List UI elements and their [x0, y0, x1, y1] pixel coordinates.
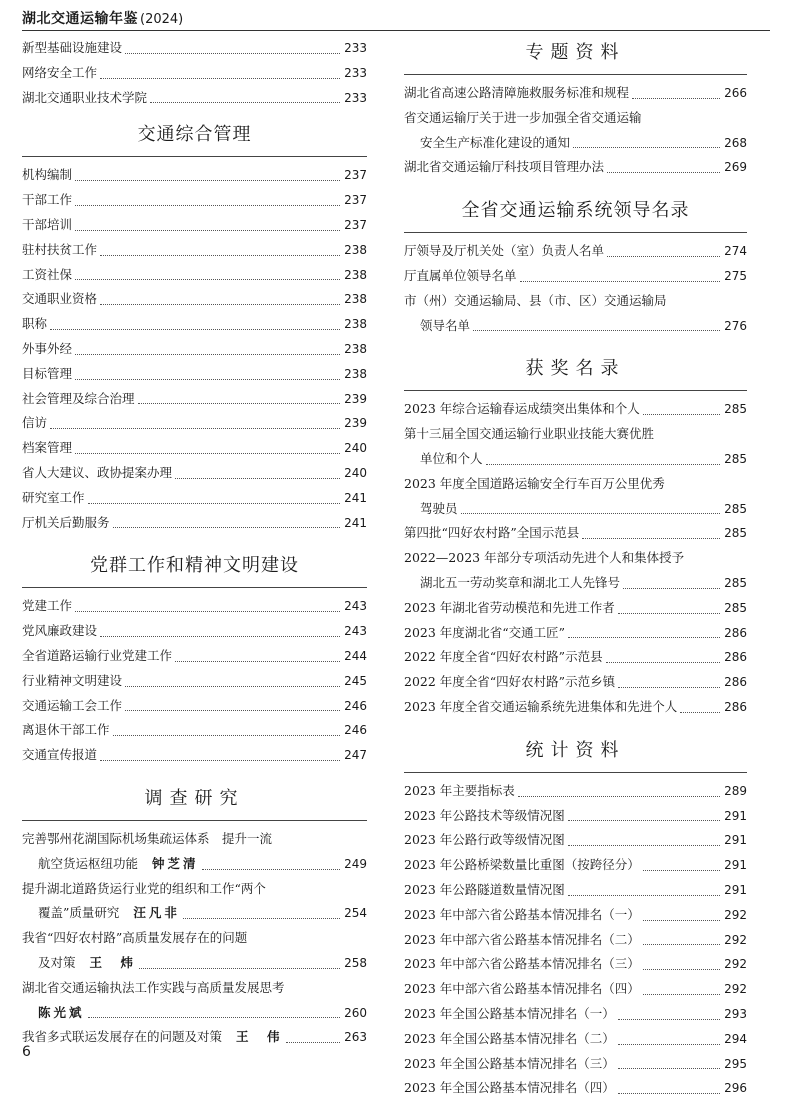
leader-dots — [520, 281, 721, 282]
section-title: 党群工作和精神文明建设 — [90, 555, 299, 577]
toc-entry[interactable] — [404, 81, 747, 106]
toc-entry-page: 286 — [724, 625, 747, 640]
toc-entry-page: 244 — [344, 648, 367, 663]
toc-entry-page: 275 — [724, 268, 747, 283]
leader-dots — [643, 920, 720, 921]
toc-entry[interactable] — [22, 312, 367, 337]
toc-entry-title: 湖北五一劳动奖章和湖北工人先锋号 — [420, 574, 621, 590]
toc-entry-page: 291 — [724, 808, 747, 823]
leader-dots — [618, 687, 720, 688]
toc-entry-page: 233 — [344, 41, 367, 55]
toc-entry[interactable] — [22, 188, 367, 213]
toc-entry-page: 285 — [724, 600, 747, 615]
running-header — [22, 8, 770, 30]
leader-dots — [100, 78, 340, 79]
toc-entry[interactable] — [404, 1002, 747, 1027]
toc-entry[interactable] — [404, 977, 747, 1002]
toc-entry-title: 2023 年中部六省公路基本情况排名（四） — [404, 981, 640, 997]
toc-entry-page: 237 — [344, 217, 367, 232]
toc-entry-page: 239 — [344, 391, 367, 406]
toc-entry-title: 湖北省高速公路清障施救服务标准和规程 — [404, 85, 630, 100]
yearbook-year: (2024) — [140, 12, 184, 27]
toc-entry-author: 陈光斌 — [38, 1004, 85, 1020]
toc-entry-page: 292 — [724, 907, 747, 922]
toc-entry-title: 第四批“四好农村路”全国示范县 — [404, 525, 580, 541]
toc-entry-title: 离退休干部工作 — [22, 722, 110, 738]
leader-dots — [100, 636, 340, 637]
toc-entry[interactable] — [22, 594, 367, 619]
toc-entry-title: 2023 年全国公路基本情况排名（二） — [404, 1030, 615, 1046]
toc-entry[interactable] — [22, 387, 367, 412]
leader-dots — [607, 172, 720, 173]
toc-entry-author: 汪凡非 — [133, 905, 180, 921]
section-rule — [404, 74, 747, 75]
leader-dots — [618, 1044, 720, 1045]
toc-entry[interactable] — [404, 447, 747, 472]
toc-entry-page: 233 — [344, 90, 367, 105]
toc-entry-page: 238 — [344, 242, 367, 257]
section-title: 交通综合管理 — [137, 124, 252, 146]
leader-dots — [680, 712, 720, 713]
toc-group-admin — [22, 163, 367, 535]
toc-entry-title: 及对策 — [38, 954, 76, 970]
toc-entry-title: 厅直属单位领导名单 — [404, 267, 517, 283]
leader-dots — [50, 428, 340, 429]
leader-dots — [623, 588, 720, 589]
leader-dots — [88, 1017, 341, 1018]
toc-entry-title: 社会管理及综合治理 — [22, 390, 135, 406]
toc-entry-title: 2023 年公路技术等级情况图 — [404, 807, 565, 823]
toc-entry-page: 286 — [724, 699, 747, 714]
toc-entry[interactable] — [22, 61, 367, 86]
toc-entry-page: 293 — [724, 1006, 747, 1021]
leader-dots — [75, 180, 340, 181]
toc-entry[interactable] — [22, 362, 367, 387]
toc-entry[interactable] — [404, 952, 747, 977]
toc-entry-first-line[interactable]: 省交通运输厅关于进一步加强全省交通运输 — [404, 109, 642, 125]
toc-entry-title: 驾驶员 — [420, 500, 458, 516]
toc-entry-page: 237 — [344, 193, 367, 208]
section-title: 专题资料 — [525, 42, 626, 63]
toc-entry-page: 274 — [724, 244, 747, 259]
toc-entry-title: 交通职业资格 — [22, 291, 98, 307]
toc-entry-page: 291 — [724, 882, 747, 897]
toc-entry[interactable] — [404, 779, 747, 804]
toc-group-statistics — [404, 779, 747, 1101]
toc-entry[interactable] — [404, 878, 747, 903]
toc-entry[interactable] — [404, 1076, 747, 1101]
leader-dots — [618, 1093, 720, 1094]
leader-dots — [618, 1068, 720, 1069]
toc-entry[interactable] — [22, 486, 367, 511]
toc-entry-title: 网络安全工作 — [22, 64, 98, 80]
toc-entry-page: 285 — [724, 402, 747, 417]
section-title: 统计资料 — [525, 739, 626, 761]
toc-entry-title: 新型基础设施建设 — [22, 40, 123, 55]
leader-dots — [473, 330, 720, 331]
toc-entry-page: 249 — [344, 856, 367, 871]
leader-dots — [568, 637, 720, 638]
right-column — [404, 36, 747, 1101]
section-rule — [22, 156, 367, 157]
toc-entry-page: 243 — [344, 599, 367, 614]
toc-entry[interactable] — [404, 596, 747, 621]
toc-entry[interactable] — [22, 287, 367, 312]
toc-entry-page: 276 — [724, 318, 747, 333]
leader-dots — [100, 304, 340, 305]
toc-entry-page: 233 — [344, 65, 367, 80]
toc-entry-page: 238 — [344, 292, 367, 307]
leader-dots — [618, 1019, 720, 1020]
toc-entry[interactable] — [22, 743, 367, 768]
left-column — [22, 36, 367, 1050]
toc-entry-page: 243 — [344, 624, 367, 639]
section-title: 获奖名录 — [525, 358, 626, 380]
toc-entry-page: 292 — [724, 957, 747, 972]
section-title: 全省交通运输系统领导名录 — [461, 200, 690, 222]
leader-dots — [125, 686, 340, 687]
section-title: 调查研究 — [144, 787, 245, 809]
toc-entry-title: 2023 年公路桥梁数量比重图（按跨径分） — [404, 857, 640, 873]
toc-entry[interactable] — [404, 521, 747, 546]
toc-entry-title: 2023 年公路行政等级情况图 — [404, 832, 565, 848]
toc-entry-page: 238 — [344, 267, 367, 282]
toc-entry-title: 2022 年度全省“四好农村路”示范县 — [404, 649, 603, 665]
toc-entry-page: 241 — [344, 490, 367, 505]
yearbook-title: 湖北交通运输年鉴 — [22, 11, 138, 27]
toc-entry[interactable] — [404, 828, 747, 853]
toc-entry[interactable] — [22, 337, 367, 362]
leader-dots — [643, 414, 720, 415]
toc-entry[interactable] — [22, 461, 367, 486]
toc-entry[interactable] — [22, 1001, 367, 1026]
toc-entry[interactable] — [404, 621, 747, 646]
toc-entry-page: 263 — [344, 1030, 367, 1045]
toc-entry[interactable] — [22, 511, 367, 536]
toc-entry-page: 246 — [344, 723, 367, 738]
toc-entry[interactable] — [404, 853, 747, 878]
toc-entry-title: 机构编制 — [22, 167, 73, 183]
leader-dots — [100, 760, 340, 761]
toc-entry-page: 246 — [344, 698, 367, 713]
toc-entry[interactable] — [404, 239, 747, 264]
leader-dots — [486, 464, 721, 465]
toc-entry[interactable] — [22, 901, 367, 926]
toc-entry-first-line[interactable]: 市（州）交通运输局、县（市、区）交通运输局 — [404, 292, 667, 308]
leader-dots — [139, 968, 340, 969]
toc-entry-page: 238 — [344, 366, 367, 381]
toc-entry-page: 286 — [724, 650, 747, 665]
leader-dots — [50, 329, 340, 330]
toc-entry-title: 2023 年湖北省劳动模范和先进工作者 — [404, 599, 615, 615]
leader-dots — [568, 820, 720, 821]
toc-entry-title: 2023 年综合运输春运成绩突出集体和个人 — [404, 401, 640, 417]
toc-entry-title: 厅机关后勤服务 — [22, 514, 110, 530]
toc-entry-page: 258 — [344, 955, 367, 970]
toc-entry[interactable] — [404, 497, 747, 522]
toc-entry-page: 245 — [344, 673, 367, 688]
leader-dots — [125, 53, 340, 54]
toc-entry-title: 2023 年度全省交通运输系统先进集体和先进个人 — [404, 698, 678, 714]
toc-entry-title: 航空货运枢纽功能 — [38, 855, 139, 871]
toc-entry-title: 湖北省交通运输厅科技项目管理办法 — [404, 159, 605, 175]
toc-entry-page: 237 — [344, 168, 367, 183]
toc-entry-title: 职称 — [22, 316, 48, 332]
toc-entry-page: 268 — [724, 135, 747, 150]
toc-entry-page: 295 — [724, 1056, 747, 1071]
leader-dots — [286, 1042, 341, 1043]
leader-dots — [75, 279, 340, 280]
toc-entry-title: 2022 年度全省“四好农村路”示范乡镇 — [404, 674, 616, 690]
toc-entry[interactable] — [404, 804, 747, 829]
leader-dots — [100, 255, 340, 256]
leader-dots — [643, 944, 720, 945]
toc-entry-page: 260 — [344, 1005, 367, 1020]
section-rule — [404, 772, 747, 773]
toc-entry-page: 291 — [724, 833, 747, 848]
toc-entry[interactable] — [404, 1052, 747, 1077]
leader-dots — [150, 102, 340, 103]
toc-entry-page: 239 — [344, 416, 367, 431]
leader-dots — [113, 735, 341, 736]
header-rule — [22, 30, 770, 31]
toc-entry-page: 285 — [724, 526, 747, 541]
toc-entry[interactable] — [22, 86, 367, 111]
toc-entry-page: 238 — [344, 341, 367, 356]
leader-dots — [606, 662, 721, 663]
toc-entry[interactable] — [404, 695, 747, 720]
toc-entry[interactable] — [22, 163, 367, 188]
toc-entry[interactable] — [22, 718, 367, 743]
section-rule — [404, 390, 747, 391]
toc-group-research — [22, 827, 367, 1050]
toc-entry-author: 王 伟 — [236, 1029, 283, 1045]
toc-entry-title: 厅领导及厅机关处（室）负责人名单 — [404, 243, 605, 259]
leader-dots — [175, 661, 340, 662]
toc-entry[interactable] — [404, 1027, 747, 1052]
toc-entry-page: 285 — [724, 575, 747, 590]
toc-entry-title: 交通运输工会工作 — [22, 697, 123, 713]
leader-dots — [75, 453, 340, 454]
leader-dots — [125, 710, 340, 711]
toc-entry-page: 285 — [724, 501, 747, 516]
toc-entry-page: 285 — [724, 451, 747, 466]
leader-dots — [643, 870, 720, 871]
leader-dots — [607, 256, 720, 257]
toc-entry-title: 2023 年公路隧道数量情况图 — [404, 881, 565, 897]
toc-entry[interactable] — [404, 264, 747, 289]
toc-entry[interactable] — [22, 852, 367, 877]
toc-entry-title: 2023 年中部六省公路基本情况排名（三） — [404, 956, 640, 972]
toc-entry[interactable] — [22, 1025, 367, 1050]
leader-dots — [202, 869, 341, 870]
toc-entry-title: 交通宣传报道 — [22, 747, 98, 763]
toc-entry[interactable] — [22, 436, 367, 461]
toc-entry-page: 294 — [724, 1031, 747, 1046]
toc-group-leaders — [404, 239, 747, 338]
toc-entry-title: 目标管理 — [22, 365, 73, 381]
leader-dots — [75, 611, 340, 612]
toc-entry-page: 240 — [344, 441, 367, 456]
leader-dots — [568, 895, 720, 896]
toc-group-special — [404, 81, 747, 180]
toc-entry[interactable] — [22, 619, 367, 644]
section-rule — [404, 232, 747, 233]
section-rule — [22, 587, 367, 588]
toc-entry-title: 工资社保 — [22, 266, 73, 282]
toc-entry-first-line[interactable]: 完善鄂州花湖国际机场集疏运体系 提升一流 — [22, 830, 273, 846]
toc-entry[interactable] — [404, 645, 747, 670]
leader-dots — [75, 354, 340, 355]
toc-entry[interactable] — [22, 238, 367, 263]
leader-dots — [573, 147, 720, 148]
toc-entry-title: 2023 年全国公路基本情况排名（四） — [404, 1080, 615, 1096]
toc-entry-title: 党风廉政建设 — [22, 623, 98, 639]
leader-dots — [183, 918, 340, 919]
toc-group-awards — [404, 397, 747, 719]
leader-dots — [88, 503, 341, 504]
toc-entry[interactable] — [22, 644, 367, 669]
leader-dots — [582, 538, 720, 539]
toc-entry[interactable] — [22, 263, 367, 288]
toc-entry-title: 省人大建议、政协提案办理 — [22, 464, 173, 480]
toc-entry[interactable] — [22, 213, 367, 238]
toc-entry-title: 党建工作 — [22, 598, 73, 614]
toc-entry[interactable] — [404, 903, 747, 928]
toc-entry-title: 领导名单 — [420, 317, 471, 333]
toc-entry-title: 2023 年中部六省公路基本情况排名（二） — [404, 931, 640, 947]
toc-entry-page: 269 — [724, 160, 747, 175]
leader-dots — [75, 379, 340, 380]
toc-entry-title: 驻村扶贫工作 — [22, 241, 98, 257]
toc-entry-title: 2023 年度湖北省“交通工匠” — [404, 624, 566, 640]
toc-entry[interactable] — [404, 397, 747, 422]
toc-group-left-top — [22, 36, 367, 110]
toc-entry[interactable] — [404, 928, 747, 953]
toc-entry-title: 2023 年全国公路基本情况排名（三） — [404, 1055, 615, 1071]
toc-entry[interactable] — [404, 131, 747, 156]
leader-dots — [138, 403, 341, 404]
toc-entry[interactable] — [22, 669, 367, 694]
toc-entry-title: 覆盖”质量研究 — [38, 905, 120, 921]
toc-entry-page: 247 — [344, 748, 367, 763]
toc-entry-page: 254 — [344, 906, 367, 921]
toc-entry-page: 241 — [344, 515, 367, 530]
leader-dots — [113, 527, 341, 528]
toc-entry-first-line[interactable]: 我省“四好农村路”高质量发展存在的问题 — [22, 930, 248, 946]
toc-entry-title: 干部培训 — [22, 216, 73, 232]
leader-dots — [175, 478, 340, 479]
toc-entry-title: 我省多式联运发展存在的问题及对策 — [22, 1029, 223, 1045]
toc-entry-first-line[interactable]: 第十三届全国交通运输行业职业技能大赛优胜 — [404, 426, 655, 442]
toc-entry-title: 单位和个人 — [420, 450, 483, 466]
leader-dots — [618, 613, 720, 614]
toc-entry-title: 研究室工作 — [22, 489, 85, 505]
toc-entry-title: 湖北交通职业技术学院 — [22, 89, 148, 105]
toc-entry-title: 2023 年全国公路基本情况排名（一） — [404, 1005, 615, 1021]
leader-dots — [75, 230, 340, 231]
toc-entry[interactable] — [404, 670, 747, 695]
toc-entry-author: 王 炜 — [89, 954, 137, 970]
leader-dots — [568, 845, 720, 846]
toc-entry-title: 2023 年中部六省公路基本情况排名（一） — [404, 906, 640, 922]
toc-entry-title: 信访 — [22, 415, 48, 431]
toc-entry-first-line[interactable]: 2022—2023 年部分专项活动先进个人和集体授予 — [404, 550, 685, 566]
toc-entry-first-line[interactable]: 2023 年度全国道路运输安全行车百万公里优秀 — [404, 475, 665, 491]
toc-entry-page: 292 — [724, 932, 747, 947]
toc-entry[interactable] — [22, 36, 367, 61]
toc-entry-title: 干部工作 — [22, 192, 73, 208]
page-number: 6 — [22, 1044, 31, 1060]
leader-dots — [461, 513, 721, 514]
toc-entry-page: 296 — [724, 1081, 747, 1096]
section-rule — [22, 820, 367, 821]
toc-entry-page: 289 — [724, 783, 747, 798]
toc-entry-page: 291 — [724, 858, 747, 873]
toc-group-party — [22, 594, 367, 768]
leader-dots — [643, 994, 720, 995]
toc-entry[interactable] — [22, 951, 367, 976]
leader-dots — [643, 969, 720, 970]
toc-entry-author: 钟芝清 — [152, 855, 199, 871]
toc-entry-first-line[interactable]: 湖北省交通运输执法工作实践与高质量发展思考 — [22, 979, 285, 995]
leader-dots — [518, 796, 720, 797]
toc-entry-title: 安全生产标准化建设的通知 — [420, 134, 571, 150]
toc-entry-title: 行业精神文明建设 — [22, 672, 123, 688]
leader-dots — [632, 98, 720, 99]
toc-entry[interactable] — [404, 314, 747, 339]
toc-entry-title: 2023 年主要指标表 — [404, 782, 515, 798]
toc-entry-first-line[interactable]: 提升湖北道路货运行业党的组织和工作“两个 — [22, 880, 266, 896]
toc-entry-title: 全省道路运输行业党建工作 — [22, 647, 173, 663]
toc-entry[interactable] — [22, 411, 367, 436]
toc-entry-page: 238 — [344, 317, 367, 332]
toc-entry-page: 266 — [724, 86, 747, 100]
toc-entry[interactable] — [22, 694, 367, 719]
toc-entry-title: 档案管理 — [22, 440, 73, 456]
toc-entry-page: 286 — [724, 675, 747, 690]
toc-entry-page: 292 — [724, 982, 747, 997]
toc-entry[interactable] — [404, 155, 747, 180]
toc-entry[interactable] — [404, 571, 747, 596]
leader-dots — [75, 205, 340, 206]
toc-entry-title: 外事外经 — [22, 340, 73, 356]
toc-entry-page: 240 — [344, 465, 367, 480]
